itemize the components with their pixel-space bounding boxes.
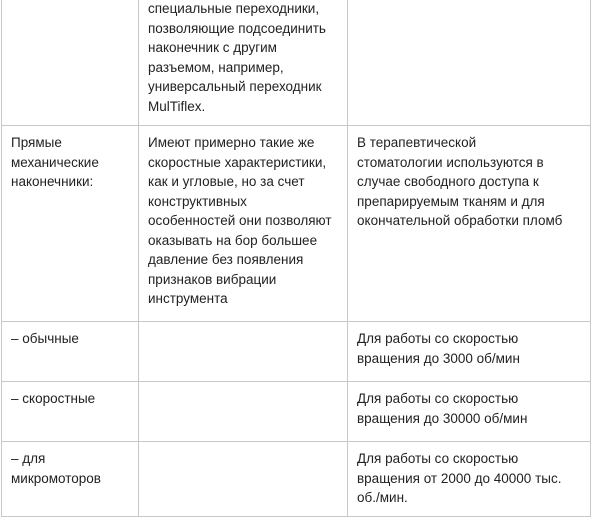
cell-text: Для работы со скоростью вращения до 30000 об/мин — [357, 391, 528, 426]
table-cell-description — [139, 0, 348, 126]
cell-text: Прямые механические наконечники: — [11, 135, 99, 189]
table-row — [2, 322, 591, 382]
table-cell-description — [139, 322, 348, 382]
table-cell-usage — [348, 442, 591, 517]
cell-text: Для работы со скоростью вращения от 2000 до 40000 тыс. об./мин. — [357, 451, 562, 505]
table-row — [2, 382, 591, 442]
table-cell-description — [139, 382, 348, 442]
table-cell-type — [2, 382, 139, 442]
cell-text: специальные переходники, позволяющие подсоединить наконечник с другим разъемом, например, универсальный переходник MulTiflex. — [148, 1, 326, 114]
table-cell-description — [139, 126, 348, 322]
table-cell-usage — [348, 126, 591, 322]
table-row — [2, 442, 591, 517]
cell-text: – скоростные — [11, 391, 96, 406]
cell-text: – для микромоторов — [11, 451, 101, 486]
table-cell-type — [2, 126, 139, 322]
cell-text: – обычные — [11, 331, 79, 346]
table-cell-type — [2, 322, 139, 382]
table-row — [2, 126, 591, 322]
table-row — [2, 0, 591, 126]
cell-text: Имеют примерно такие же скоростные характеристики, как и угловые, но за счет конструктивных особенностей они позволяют оказывать на бор большее давление без появления признаков вибрации инструмента — [148, 135, 332, 306]
table-cell-type — [2, 0, 139, 126]
table-cell-type — [2, 442, 139, 517]
table-cell-usage — [348, 0, 591, 126]
handpiece-table — [1, 0, 591, 517]
table-cell-usage — [348, 382, 591, 442]
table-cell-usage — [348, 322, 591, 382]
cell-text: В терапевтической стоматологии используются в случае свободного доступа к препарируемым тканям и для окончательной обработки пломб — [357, 135, 563, 228]
cell-text: Для работы со скоростью вращения до 3000 об/мин — [357, 331, 520, 366]
table-cell-description — [139, 442, 348, 517]
